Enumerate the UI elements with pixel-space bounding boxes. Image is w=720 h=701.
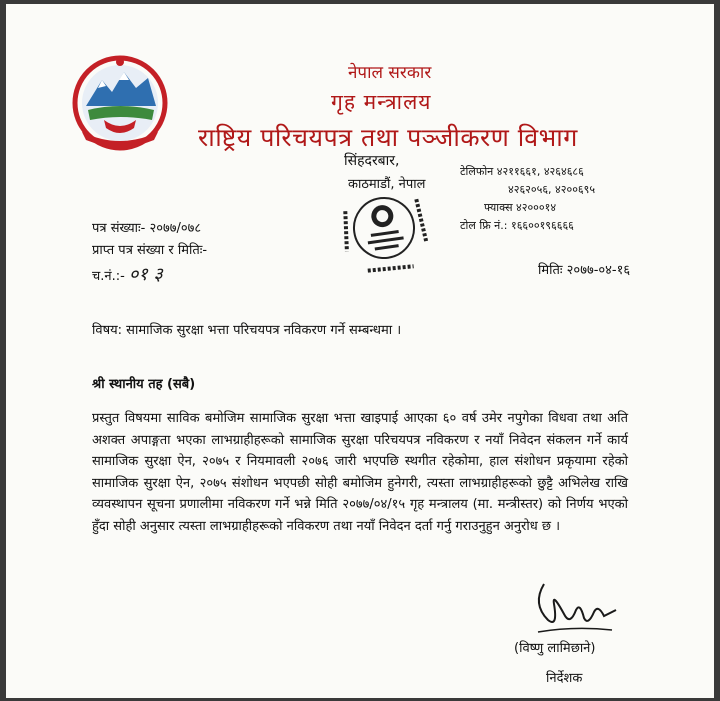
fax-label: फ्याक्स [484,201,513,214]
phone-numbers-2: ४२६२०५६, ४२००६९५ [508,183,596,196]
phone-line-1 [460,164,584,179]
phone-numbers-1: ४२११६६१, ४२६४६८६ [496,165,584,178]
letter-body [92,408,628,537]
ministry-name: गृह मन्त्रालय [331,90,432,114]
dispatch-label: च.नं.:- [92,269,125,284]
signatory-name: (विष्णु लामिछाने) [514,641,596,656]
letter-page [6,4,714,698]
letter-number: पत्र संख्याः- २०७७/०७८ [92,221,202,236]
body-paragraph: प्रस्तुत विषयमा साविक बमोजिम सामाजिक सुरक्षा भत्ता खाइपाई आएका ६० वर्ष उमेर नपुगेका विधवा तथा अति अशक्त अपाङ्गता भएका लाभग्राहीहरूको सामाजिक सुरक्षा परिचयपत्र नविकरण र नयाँ निवेदन संकलन गर्ने कार्य सामाजिक सुरक्षा ऐन, २०७५ र नियमावली २०७६ जारी भएपछि स्थगीत रहेकोमा, हाल संशोधन प्रकृयामा रहेको सामाजिक सुरक्षा ऐन, २०७५ संशोधन भएपछी सोही बमोजिम हुनेगरी, त्यस्ता लाभग्राहीहरूको छुट्टै अभिलेख राखि व्यवस्थापन सूचना प्रणालीमा नविकरण गर्ने भन्ने मिति २०७७/०४/१५ गृह मन्त्रालय (मा. मन्त्रीस्तर) को निर्णय भएको हुँदा सोही अनुसार त्यस्ता लाभग्राहीहरूको नविकरण तथा नयाँ निवेदन दर्ता गर्नु गराउनुहुन अनुरोध छ । [92,411,628,534]
dispatch-number [92,262,163,286]
phone-label: टेलिफोन [460,165,494,178]
fax-number: ४२०००१४ [516,201,557,214]
recipient: श्री स्थानीय तह (सबै) [92,377,196,392]
nepal-emblem-icon [68,54,172,152]
tollfree-number: १६६००१९६६६६ [510,219,574,232]
tollfree-label: टोल फ्रि नं.: [460,219,508,232]
signatory-designation: निर्देशक [546,671,583,686]
address-line-2: काठमाडौं, नेपाल [348,177,426,192]
tollfree-line [460,218,574,233]
fax-line [484,200,556,215]
address-line-1: सिंहदरबार, [344,153,400,169]
letter-date: मितिः २०७७-०४-१६ [538,263,631,278]
government-name: नेपाल सरकार [348,63,432,83]
department-name: राष्ट्रिय परिचयपत्र तथा पञ्जीकरण विभाग [198,123,578,152]
subject-line: विषय: सामाजिक सुरक्षा भत्ता परिचयपत्र नविकरण गर्ने सम्बन्धमा । [92,323,402,338]
handwritten-signature [524,574,624,636]
received-letter-info: प्राप्त पत्र संख्या र मितिः- [92,243,208,258]
dispatch-handwritten-number: ०१ ३ [128,264,163,285]
